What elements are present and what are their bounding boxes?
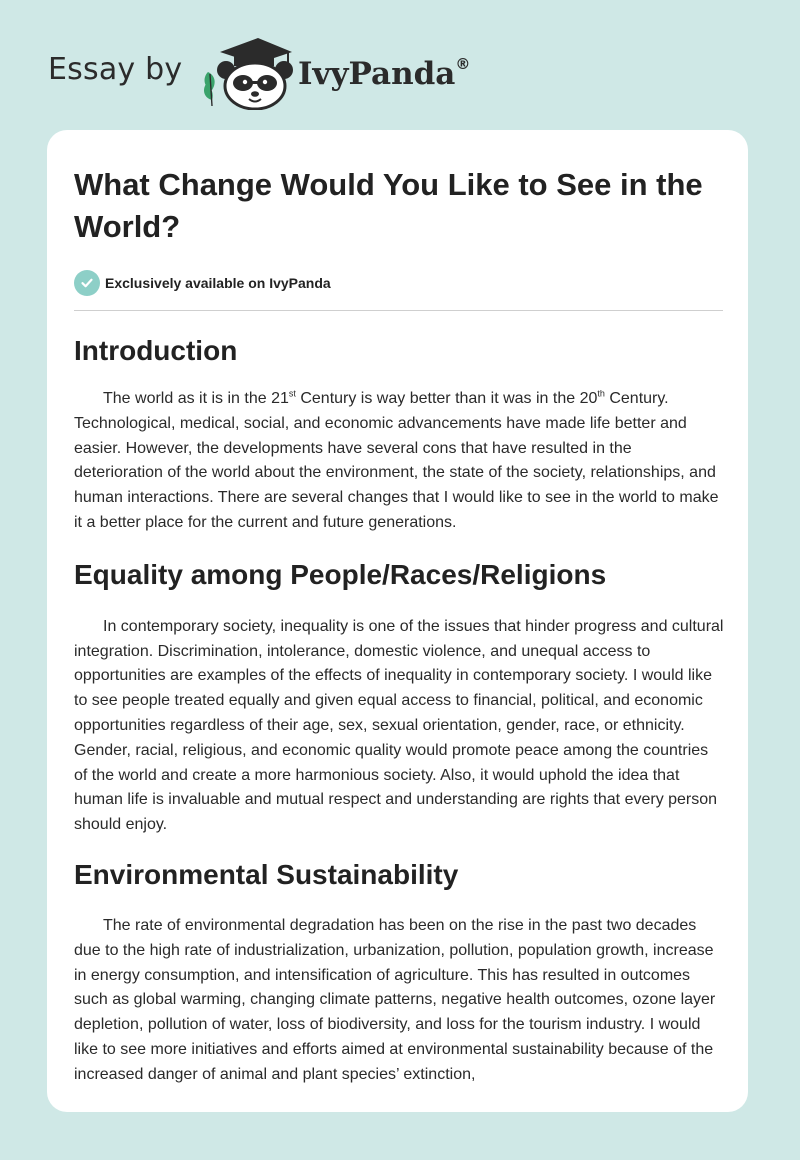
- paragraph-text: Century is way better than it was in the 20: [295, 390, 598, 407]
- exclusive-badge: [74, 270, 724, 296]
- section-paragraph: In contemporary society, inequality is one of the issues that hinder progress and cultural integration. Discrimination, intolerance, domestic violence, and unequal access to opportunities are examples of the effects of inequality in contemporary society. I would like to see people treated equally and given equal access to financial, political, and economic opportunities regardless of their age, sex, sexual orientation, gender, race, or ethnicity. Gender, racial, religious, and economic quality would promote peace among the countries of the world and create a more harmonious society. Also, it would uphold the idea that human life is invaluable and mutual respect and understanding are rights that every person should enjoy.: [74, 617, 724, 834]
- badge-label: Exclusively available on IvyPanda: [105, 275, 331, 291]
- section-heading: Introduction: [74, 335, 238, 366]
- section-paragraph: The rate of environmental degradation has been on the rise in the past two decades due to the high rate of industrialization, urbanization, pollution, population growth, increase in energy consumption, and intensification of agriculture. This has resulted in outcomes such as global warming, changing climate patterns, negative health outcomes, ozone layer depletion, pollution of water, loss of biodiversity, and loss for the tourism industry. I would like to see more initiatives and efforts aimed at environmental sustainability because of the increased danger of animal and plant species’ extinction,: [74, 916, 716, 1083]
- superscript: st: [288, 388, 296, 399]
- paragraph-text: The world as it is in the 21: [103, 390, 289, 407]
- site-header: [48, 34, 508, 114]
- essay-card: [47, 130, 748, 1112]
- essay-content: [74, 164, 724, 1088]
- section-paragraph: [74, 387, 724, 536]
- section-environment: [74, 858, 724, 1088]
- check-circle-icon: [74, 270, 100, 296]
- section-heading: Equality among People/Races/Religions: [74, 558, 607, 590]
- panda-graduate-icon[interactable]: [200, 34, 296, 110]
- superscript: th: [597, 388, 605, 399]
- brand-label: IvyPanda: [298, 56, 456, 92]
- essay-by-label: Essay by: [48, 52, 183, 87]
- registered-mark: ®: [455, 54, 471, 73]
- title-divider: [74, 310, 723, 311]
- section-introduction: [74, 334, 724, 536]
- paragraph-text: Century. Technological, medical, social, and economic advancements have made life better and easier. However, the developments have several cons that have resulted in the deterioration of the world about the environment, the state of the society, relationships, and human interactions. There are several changes that I would like to see in the world to make it a better place for the current and future generations.: [74, 390, 719, 531]
- section-equality: [74, 558, 724, 838]
- brand-name[interactable]: [298, 56, 470, 92]
- essay-title: What Change Would You Like to See in the World?: [74, 167, 703, 244]
- section-heading: Environmental Sustainability: [74, 858, 459, 890]
